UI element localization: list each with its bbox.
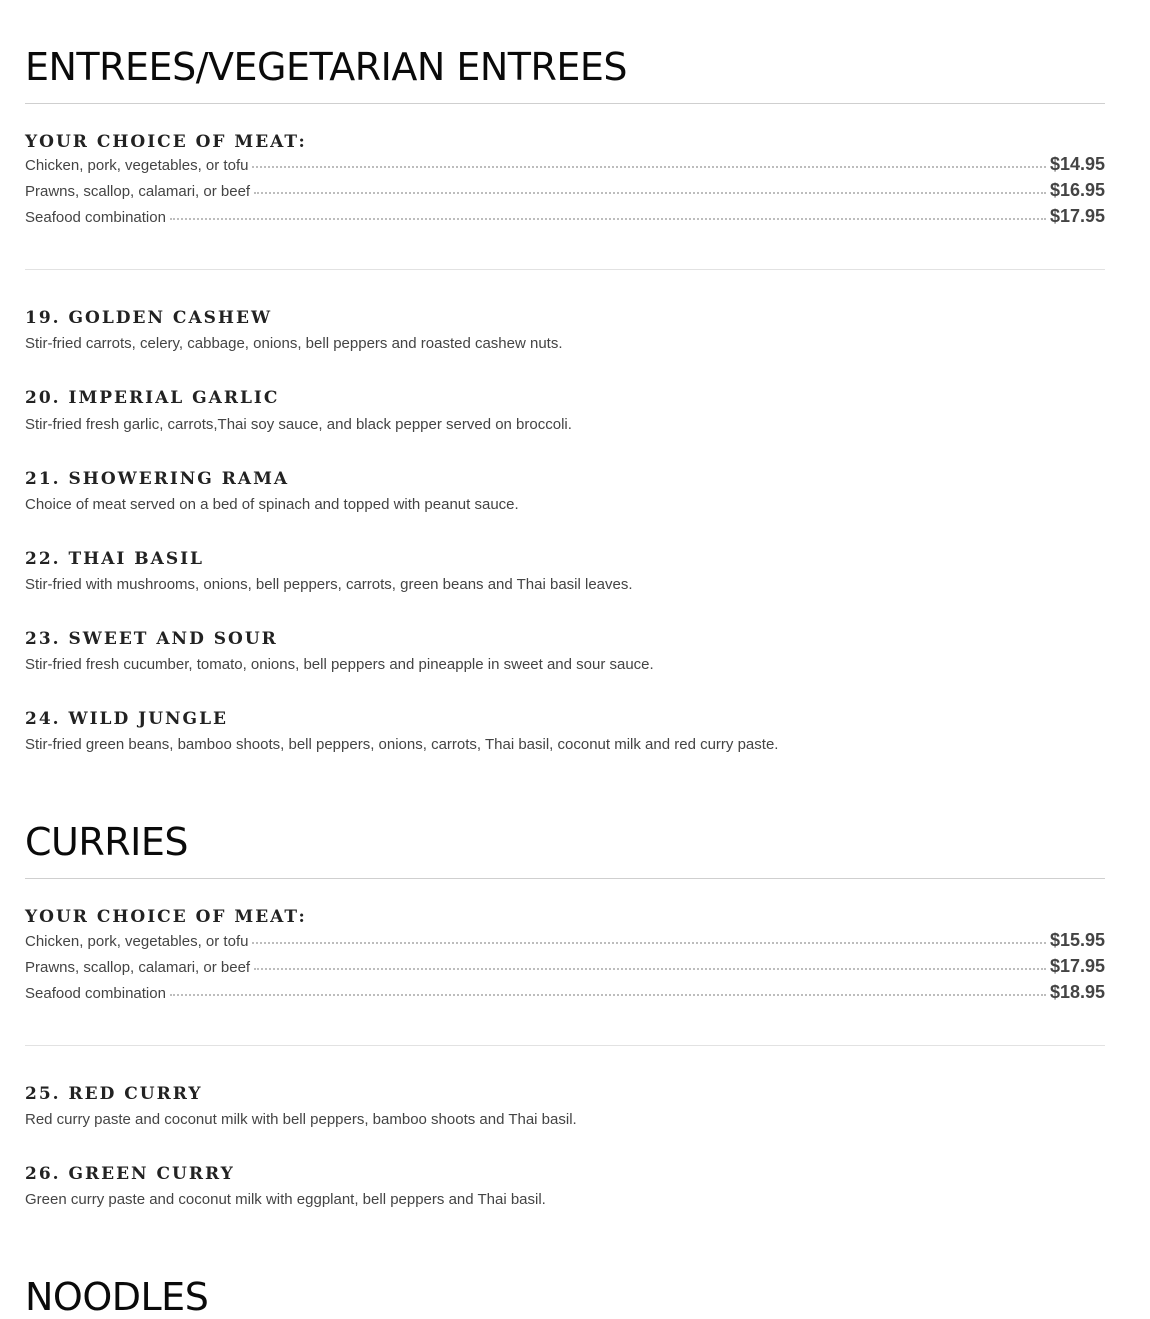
price-row-label: Seafood combination [25,985,166,1002]
section-divider [25,878,1105,879]
price-value: $17.95 [1049,956,1105,976]
menu-item-title: 19. GOLDEN CASHEW [25,308,273,328]
price-value: $15.95 [1049,930,1105,950]
menu-item-description: Stir-fried carrots, celery, cabbage, onions, bell peppers and roasted cashew nuts. [25,335,563,352]
menu-item [25,1166,235,1183]
price-row-label: Chicken, pork, vegetables, or tofu [25,933,249,950]
price-row [25,956,1105,982]
price-list [25,930,1105,1008]
menu-item-title: 22. THAI BASIL [25,549,205,569]
section-title-entrees: ENTREES/VEGETARIAN ENTREES [25,45,628,89]
menu-item [25,711,228,728]
price-value: $14.95 [1049,154,1105,174]
price-row [25,982,1105,1008]
menu-item [25,471,289,488]
price-value: $16.95 [1049,180,1105,200]
choice-of-meat-heading: YOUR CHOICE OF MEAT: [25,132,307,152]
section-title-curries: CURRIES [25,820,188,864]
menu-item [25,1086,202,1103]
dot-leader [254,192,1046,194]
price-row-label: Prawns, scallop, calamari, or beef [25,959,251,976]
price-value: $18.95 [1049,982,1105,1002]
dot-leader [252,166,1045,168]
menu-item-description: Stir-fried fresh garlic, carrots,Thai soy sauce, and black pepper served on broccoli. [25,416,572,433]
menu-item-title: 23. SWEET AND SOUR [25,629,278,649]
choice-of-meat-heading: YOUR CHOICE OF MEAT: [25,907,307,927]
dot-leader [254,968,1046,970]
menu-item-title: 25. RED CURRY [25,1084,203,1104]
menu-item [25,310,272,327]
menu-item-description: Stir-fried green beans, bamboo shoots, bell peppers, onions, carrots, Thai basil, coconut milk and red curry paste. [25,736,779,753]
price-list [25,154,1105,232]
price-row-label: Seafood combination [25,209,166,226]
price-row [25,180,1105,206]
price-row-label: Prawns, scallop, calamari, or beef [25,183,251,200]
menu-item-description: Green curry paste and coconut milk with eggplant, bell peppers and Thai basil. [25,1191,546,1208]
dot-leader [170,994,1046,996]
dot-leader [170,218,1046,220]
menu-item-title: 20. IMPERIAL GARLIC [25,388,280,408]
section-title-noodles: NOODLES [25,1275,209,1319]
price-row-label: Chicken, pork, vegetables, or tofu [25,157,249,174]
price-row [25,930,1105,956]
menu-item-description: Stir-fried with mushrooms, onions, bell peppers, carrots, green beans and Thai basil leaves. [25,576,633,593]
price-row [25,154,1105,180]
dot-leader [252,942,1045,944]
menu-item-title: 21. SHOWERING RAMA [25,469,290,489]
menu-item [25,390,279,407]
menu-item-description: Red curry paste and coconut milk with bell peppers, bamboo shoots and Thai basil. [25,1111,577,1128]
menu-item-title: 26. GREEN CURRY [25,1164,235,1184]
price-list-divider [25,1045,1105,1046]
price-row [25,206,1105,232]
menu-item [25,631,278,648]
menu-item-description: Choice of meat served on a bed of spinach and topped with peanut sauce. [25,496,519,513]
menu-item [25,551,204,568]
price-value: $17.95 [1049,206,1105,226]
price-list-divider [25,269,1105,270]
menu-item-description: Stir-fried fresh cucumber, tomato, onions, bell peppers and pineapple in sweet and sour sauce. [25,656,654,673]
section-divider [25,103,1105,104]
menu-item-title: 24. WILD JUNGLE [25,709,228,729]
